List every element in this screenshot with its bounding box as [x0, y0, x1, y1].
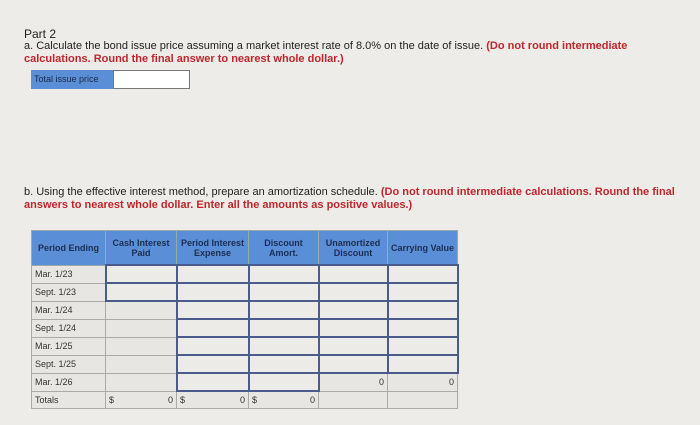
interest-expense-input[interactable] — [177, 373, 249, 391]
unamortized-discount-input[interactable] — [319, 355, 388, 373]
interest-expense-input[interactable] — [177, 355, 249, 373]
currency-symbol: $ — [180, 395, 186, 405]
total-value: 0 — [239, 395, 245, 405]
carrying-value-input[interactable] — [388, 337, 458, 355]
table-row — [32, 301, 458, 319]
discount-amort-input[interactable] — [249, 283, 319, 301]
total-cell — [249, 391, 319, 409]
period-label: Mar. 1/25 — [32, 337, 106, 355]
unamortized-discount-input[interactable] — [319, 265, 388, 283]
totals-label: Totals — [32, 391, 106, 409]
carrying-value-input[interactable] — [388, 301, 458, 319]
period-label: Sept. 1/23 — [32, 283, 106, 301]
part-title: Part 2 — [24, 27, 57, 41]
total-issue-price-input[interactable] — [113, 70, 190, 89]
question-b-instruction: (Do not round intermediate calculations. Round the final answers to nearest whole dollar. Enter all the amounts as positive values.) — [24, 186, 675, 211]
discount-amort-input[interactable] — [249, 319, 319, 337]
cash-interest-input[interactable] — [106, 265, 177, 283]
table-row — [32, 355, 458, 373]
question-a-instruction: (Do not round intermediate calculations. Round the final answer to nearest whole dollar.) — [24, 40, 628, 65]
discount-amort-input[interactable] — [249, 355, 319, 373]
empty-cell — [106, 355, 177, 373]
column-header: Cash Interest Paid — [106, 231, 177, 266]
empty-cell — [388, 391, 458, 409]
currency-symbol: $ — [109, 394, 115, 405]
empty-cell — [319, 391, 388, 409]
interest-expense-input[interactable] — [177, 283, 249, 301]
discount-amort-input[interactable] — [249, 337, 319, 355]
interest-expense-input[interactable] — [177, 265, 249, 283]
column-header: Carrying Value — [388, 231, 458, 266]
cash-interest-input[interactable] — [106, 283, 177, 301]
unamortized-discount-value: 0 — [319, 373, 388, 391]
unamortized-discount-input[interactable] — [319, 337, 388, 355]
total-value: 0 — [167, 394, 173, 405]
table-row — [32, 319, 458, 337]
table-row — [32, 283, 458, 301]
period-label: Sept. 1/24 — [32, 319, 106, 337]
total-cell — [106, 391, 177, 409]
question-b-text: b. Using the effective interest method, prepare an amortization schedule. — [24, 186, 381, 198]
total-cell — [177, 391, 249, 409]
carrying-value-input[interactable] — [388, 283, 458, 301]
period-label: Sept. 1/25 — [32, 355, 106, 373]
amortization-table — [31, 230, 459, 409]
carrying-value-value: 0 — [388, 373, 458, 391]
table-row — [32, 337, 458, 355]
empty-cell — [106, 373, 177, 391]
empty-cell — [106, 319, 177, 337]
table-row — [32, 265, 458, 283]
discount-amort-input[interactable] — [249, 373, 319, 391]
period-label: Mar. 1/26 — [32, 373, 106, 391]
question-a-text: a. Calculate the bond issue price assuming a market interest rate of 8.0% on the date of issue. — [24, 40, 487, 52]
empty-cell — [106, 301, 177, 319]
column-header: Unamortized Discount — [319, 231, 388, 266]
interest-expense-input[interactable] — [177, 337, 249, 355]
total-value: 0 — [309, 395, 315, 405]
discount-amort-input[interactable] — [249, 301, 319, 319]
table-row — [32, 373, 458, 391]
interest-expense-input[interactable] — [177, 301, 249, 319]
empty-cell — [106, 337, 177, 355]
question-a — [24, 40, 684, 66]
interest-expense-input[interactable] — [177, 319, 249, 337]
column-header: Discount Amort. — [249, 231, 319, 266]
unamortized-discount-input[interactable] — [319, 301, 388, 319]
totals-row — [32, 391, 458, 409]
currency-symbol: $ — [252, 395, 258, 405]
carrying-value-input[interactable] — [388, 355, 458, 373]
unamortized-discount-input[interactable] — [319, 319, 388, 337]
question-b — [24, 186, 692, 212]
column-header: Period Interest Expense — [177, 231, 249, 266]
unamortized-discount-input[interactable] — [319, 283, 388, 301]
column-header: Period Ending — [32, 231, 106, 266]
carrying-value-input[interactable] — [388, 319, 458, 337]
discount-amort-input[interactable] — [249, 265, 319, 283]
total-issue-price-label: Total issue price — [31, 70, 113, 89]
period-label: Mar. 1/23 — [32, 265, 106, 283]
period-label: Mar. 1/24 — [32, 301, 106, 319]
carrying-value-input[interactable] — [388, 265, 458, 283]
